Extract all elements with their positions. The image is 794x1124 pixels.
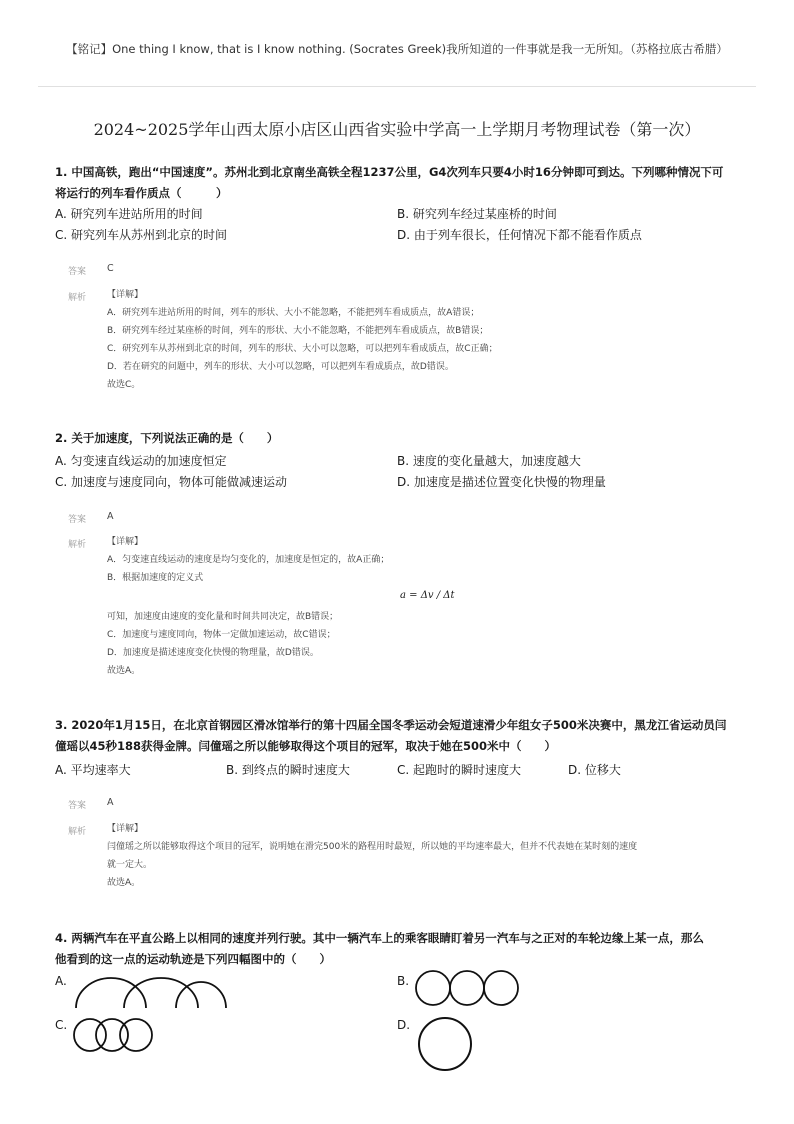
question-1-stem-line1: 1. 中国高铁，跑出“中国速度”。苏州北到北京南坐高铁全程1237公里，G4次列车只要4小时16分钟即可到达。下列哪种情况下可 — [55, 165, 724, 179]
explanation-line: C．加速度与速度同向，物体一定做加速运动，故C错误； — [107, 630, 336, 640]
question-2-option-d[interactable]: D. 加速度是描述位置变化快慢的物理量 — [397, 475, 606, 489]
explanation-line: 可知，加速度由速度的变化量和时间共同决定，故B错误； — [107, 612, 339, 622]
question-2-explanation-part2 — [107, 608, 727, 680]
explanation-line: D．加速度是描述速度变化快慢的物理量，故D错误。 — [107, 648, 319, 658]
question-1-stem — [55, 162, 745, 204]
header-divider — [38, 86, 756, 87]
question-1-option-d[interactable]: D. 由于列车很长，任何情况下都不能看作质点 — [397, 228, 642, 242]
question-3-option-d[interactable]: D. 位移大 — [568, 763, 621, 777]
explanation-line: 故选A。 — [107, 878, 141, 888]
explanation-line: B．研究列车经过某座桥的时间，列车的形状、大小不能忽略，不能把列车看成质点，故B错误； — [107, 326, 489, 336]
question-2-option-a[interactable]: A. 匀变速直线运动的加速度恒定 — [55, 454, 227, 468]
option-d-trajectory-figure — [414, 1013, 476, 1075]
option-b-trajectory-figure — [412, 968, 522, 1008]
question-1-option-c[interactable]: C. 研究列车从苏州到北京的时间 — [55, 228, 228, 242]
question-3-answer-label: 答案 — [68, 801, 87, 811]
question-3-answer: A — [107, 797, 114, 808]
option-c-trajectory-figure — [70, 1015, 158, 1055]
explanation-line: 【详解】 — [107, 290, 144, 300]
question-2-option-b[interactable]: B. 速度的变化量越大，加速度越大 — [397, 454, 581, 468]
question-2-analysis-label: 解析 — [68, 540, 87, 550]
question-3-option-a[interactable]: A. 平均速率大 — [55, 763, 131, 777]
explanation-line: C．研究列车从苏州到北京的时间，列车的形状、大小可以忽略，可以把列车看成质点，故C正确； — [107, 344, 498, 354]
question-1-answer-label: 答案 — [68, 267, 87, 277]
question-2-explanation-part1 — [107, 533, 727, 587]
question-4-stem — [55, 928, 745, 970]
explanation-line: 故选A。 — [107, 666, 141, 676]
acceleration-formula: a = Δv / Δt — [400, 590, 455, 601]
question-3-stem — [55, 715, 745, 757]
question-1-analysis-label: 解析 — [68, 293, 87, 303]
question-1-explanation — [107, 286, 727, 394]
explanation-line: B．根据加速度的定义式 — [107, 573, 204, 583]
question-4-option-c-label[interactable]: C. — [55, 1018, 68, 1032]
question-2-answer: A — [107, 511, 114, 522]
question-3-option-c[interactable]: C. 起跑时的瞬时速度大 — [397, 763, 522, 777]
explanation-line: A．研究列车进站所用的时间，列车的形状、大小不能忽略，不能把列车看成质点，故A错误； — [107, 308, 480, 318]
question-1-answer: C — [107, 263, 114, 274]
question-3-option-b[interactable]: B. 到终点的瞬时速度大 — [226, 763, 350, 777]
explanation-line: 【详解】 — [107, 537, 144, 547]
question-1-option-b[interactable]: B. 研究列车经过某座桥的时间 — [397, 207, 557, 221]
question-1-option-a[interactable]: A. 研究列车进站所用的时间 — [55, 207, 203, 221]
explanation-line: D．若在研究的问题中，列车的形状、大小可以忽略，可以把列车看成质点，故D错误。 — [107, 362, 454, 372]
question-4-stem-line2: 他看到的这一点的运动轨迹是下列四幅图中的（ ） — [55, 952, 331, 966]
question-3-explanation — [107, 820, 727, 892]
question-4-option-b-label[interactable]: B. — [397, 974, 410, 988]
question-2-option-c[interactable]: C. 加速度与速度同向，物体可能做减速运动 — [55, 475, 288, 489]
question-4-option-a-label[interactable]: A. — [55, 974, 67, 988]
option-a-trajectory-figure — [72, 974, 230, 1010]
question-4-option-d-label[interactable]: D. — [397, 1018, 411, 1032]
explanation-line: 故选C。 — [107, 380, 141, 390]
motto-header: 【铭记】One thing I know, that is I know nothing. (Socrates Greek)我所知道的一件事就是我一无所知。（苏格拉底古希腊） — [66, 42, 728, 56]
question-3-analysis-label: 解析 — [68, 827, 87, 837]
explanation-line: A．匀变速直线运动的速度是均匀变化的，加速度是恒定的，故A正确； — [107, 555, 390, 565]
explanation-line: 就一定大。 — [107, 860, 153, 870]
explanation-line: 【详解】 — [107, 824, 144, 834]
explanation-line: 闫僮瑶之所以能够取得这个项目的冠军，说明她在滑完500米的路程用时最短，所以她的平均速率最大，但并不代表她在某时刻的速度 — [107, 842, 638, 852]
question-3-stem-line2: 僮瑶以45秒188获得金牌。闫僮瑶之所以能够取得这个项目的冠军，取决于她在500米中（ ） — [55, 739, 557, 753]
question-3-stem-line1: 3. 2020年1月15日，在北京首钢园区滑冰馆举行的第十四届全国冬季运动会短道速滑少年组女子500米决赛中，黑龙江省运动员闫 — [55, 718, 727, 732]
question-2-answer-label: 答案 — [68, 515, 87, 525]
question-2-stem: 2. 关于加速度，下列说法正确的是（ ） — [55, 431, 279, 445]
question-4-stem-line1: 4. 两辆汽车在平直公路上以相同的速度并列行驶。其中一辆汽车上的乘客眼睛盯着另一汽车与之正对的车轮边缘上某一点，那么 — [55, 931, 704, 945]
question-1-stem-line2: 将运行的列车看作质点（ ） — [55, 186, 228, 200]
page-title: 2024~2025学年山西太原小店区山西省实验中学高一上学期月考物理试卷（第一次） — [93, 120, 701, 139]
